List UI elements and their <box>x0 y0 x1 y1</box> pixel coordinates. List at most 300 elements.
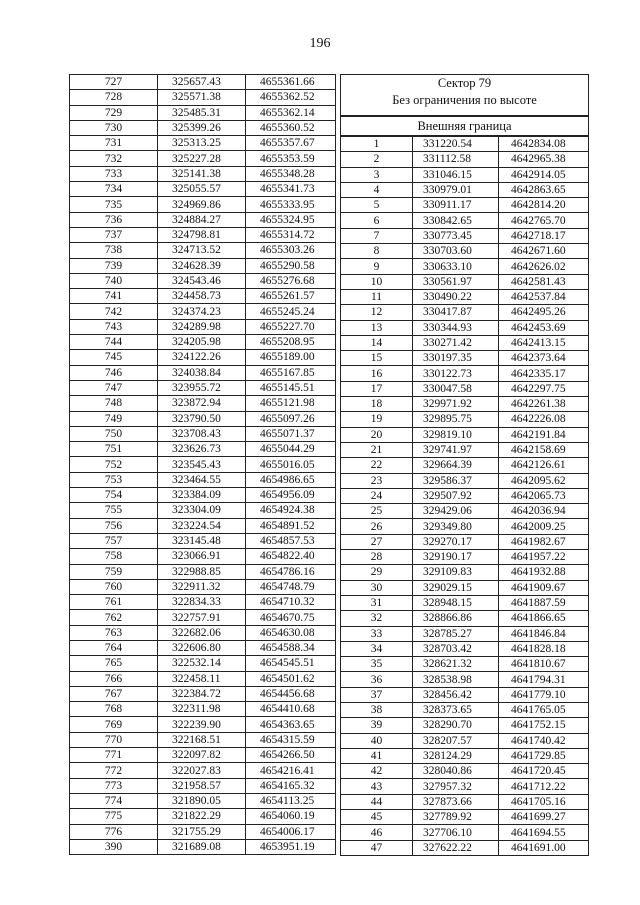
point-number: 753 <box>70 472 158 487</box>
y-coordinate: 4655290.58 <box>246 258 336 273</box>
y-coordinate: 4642765.70 <box>499 213 589 228</box>
table-row <box>70 472 336 487</box>
table-row <box>341 259 589 274</box>
y-coordinate: 4641705.16 <box>499 794 589 809</box>
table-row <box>341 779 589 794</box>
table-row <box>70 243 336 258</box>
y-coordinate: 4642009.25 <box>499 519 589 534</box>
point-number: 30 <box>341 580 413 595</box>
y-coordinate: 4642297.75 <box>499 381 589 396</box>
x-coordinate: 324038.84 <box>158 365 246 380</box>
x-coordinate: 328621.32 <box>413 657 499 672</box>
table-row <box>341 672 589 687</box>
y-coordinate: 4641729.85 <box>499 748 589 763</box>
y-coordinate: 4641712.22 <box>499 779 589 794</box>
point-number: 29 <box>341 565 413 580</box>
y-coordinate: 4641887.59 <box>499 595 589 610</box>
y-coordinate: 4655314.72 <box>246 227 336 242</box>
point-number: 750 <box>70 426 158 441</box>
x-coordinate: 330122.73 <box>413 366 499 381</box>
sector-subtitle: Без ограничения по высоте <box>392 93 537 107</box>
x-coordinate: 323224.54 <box>158 518 246 533</box>
y-coordinate: 4642158.69 <box>499 442 589 457</box>
point-number: 760 <box>70 579 158 594</box>
x-coordinate: 327873.66 <box>413 794 499 809</box>
x-coordinate: 324122.26 <box>158 350 246 365</box>
y-coordinate: 4641691.00 <box>499 840 589 855</box>
point-number: 749 <box>70 411 158 426</box>
y-coordinate: 4654113.25 <box>246 793 336 808</box>
x-coordinate: 329349.80 <box>413 519 499 534</box>
point-number: 43 <box>341 779 413 794</box>
table-row <box>70 182 336 197</box>
point-number: 5 <box>341 198 413 213</box>
point-number: 759 <box>70 564 158 579</box>
point-number: 32 <box>341 611 413 626</box>
table-row <box>341 565 589 580</box>
x-coordinate: 323626.73 <box>158 442 246 457</box>
y-coordinate: 4655189.00 <box>246 350 336 365</box>
y-coordinate: 4653951.19 <box>246 839 336 854</box>
x-coordinate: 329895.75 <box>413 412 499 427</box>
table-row <box>70 579 336 594</box>
sector-header-row <box>341 75 589 117</box>
x-coordinate: 327789.92 <box>413 810 499 825</box>
table-row <box>70 625 336 640</box>
point-number: 769 <box>70 717 158 732</box>
y-coordinate: 4654924.38 <box>246 503 336 518</box>
coordinates-table-right <box>340 74 589 856</box>
table-row <box>341 764 589 779</box>
point-number: 771 <box>70 748 158 763</box>
x-coordinate: 322911.32 <box>158 579 246 594</box>
point-number: 730 <box>70 120 158 135</box>
table-row <box>70 319 336 334</box>
table-row <box>70 136 336 151</box>
point-number: 762 <box>70 610 158 625</box>
sector-title: Сектор 79 <box>437 76 492 90</box>
table-row <box>70 595 336 610</box>
y-coordinate: 4654748.79 <box>246 579 336 594</box>
y-coordinate: 4655360.52 <box>246 120 336 135</box>
y-coordinate: 4655167.85 <box>246 365 336 380</box>
x-coordinate: 322834.33 <box>158 595 246 610</box>
point-number: 10 <box>341 274 413 289</box>
point-number: 38 <box>341 702 413 717</box>
y-coordinate: 4655276.68 <box>246 273 336 288</box>
x-coordinate: 330561.97 <box>413 274 499 289</box>
x-coordinate: 325141.38 <box>158 166 246 181</box>
x-coordinate: 321958.57 <box>158 778 246 793</box>
y-coordinate: 4642226.08 <box>499 412 589 427</box>
x-coordinate: 323955.72 <box>158 380 246 395</box>
table-row <box>70 365 336 380</box>
y-coordinate: 4654545.51 <box>246 656 336 671</box>
x-coordinate: 328040.86 <box>413 764 499 779</box>
x-coordinate: 321689.08 <box>158 839 246 854</box>
table-row <box>70 717 336 732</box>
table-row <box>341 366 589 381</box>
table-row <box>341 351 589 366</box>
x-coordinate: 329819.10 <box>413 427 499 442</box>
table-row <box>341 335 589 350</box>
table-row <box>341 718 589 733</box>
table-row <box>341 748 589 763</box>
point-number: 738 <box>70 243 158 258</box>
point-number: 16 <box>341 366 413 381</box>
point-number: 732 <box>70 151 158 166</box>
y-coordinate: 4654060.19 <box>246 809 336 824</box>
y-coordinate: 4642495.26 <box>499 305 589 320</box>
y-coordinate: 4641828.18 <box>499 641 589 656</box>
point-number: 735 <box>70 197 158 212</box>
x-coordinate: 329190.17 <box>413 550 499 565</box>
y-coordinate: 4641752.15 <box>499 718 589 733</box>
y-coordinate: 4655362.52 <box>246 90 336 105</box>
y-coordinate: 4655071.37 <box>246 426 336 441</box>
table-row <box>70 686 336 701</box>
table-row <box>341 305 589 320</box>
table-row <box>341 167 589 182</box>
table-row <box>70 105 336 120</box>
y-coordinate: 4642537.84 <box>499 289 589 304</box>
x-coordinate: 325055.57 <box>158 182 246 197</box>
y-coordinate: 4641765.05 <box>499 702 589 717</box>
x-coordinate: 325571.38 <box>158 90 246 105</box>
y-coordinate: 4654363.65 <box>246 717 336 732</box>
point-number: 767 <box>70 686 158 701</box>
x-coordinate: 323464.55 <box>158 472 246 487</box>
y-coordinate: 4655121.98 <box>246 396 336 411</box>
point-number: 774 <box>70 793 158 808</box>
y-coordinate: 4655261.57 <box>246 289 336 304</box>
x-coordinate: 324884.27 <box>158 212 246 227</box>
table-row <box>70 533 336 548</box>
table-row <box>341 274 589 289</box>
x-coordinate: 329507.92 <box>413 488 499 503</box>
y-coordinate: 4655353.59 <box>246 151 336 166</box>
table-row <box>70 227 336 242</box>
table-row <box>341 504 589 519</box>
x-coordinate: 324458.73 <box>158 289 246 304</box>
y-coordinate: 4654216.41 <box>246 763 336 778</box>
table-row <box>70 426 336 441</box>
table-row <box>70 75 336 90</box>
y-coordinate: 4641957.22 <box>499 550 589 565</box>
table-row <box>70 564 336 579</box>
x-coordinate: 330344.93 <box>413 320 499 335</box>
table-row <box>341 136 589 152</box>
y-coordinate: 4642863.65 <box>499 182 589 197</box>
y-coordinate: 4654956.09 <box>246 488 336 503</box>
table-row <box>70 120 336 135</box>
point-number: 765 <box>70 656 158 671</box>
table-row <box>341 182 589 197</box>
table-row <box>70 702 336 717</box>
y-coordinate: 4654266.50 <box>246 748 336 763</box>
point-number: 4 <box>341 182 413 197</box>
x-coordinate: 329270.17 <box>413 534 499 549</box>
point-number: 757 <box>70 533 158 548</box>
x-coordinate: 331112.58 <box>413 152 499 167</box>
x-coordinate: 327622.22 <box>413 840 499 855</box>
x-coordinate: 328538.98 <box>413 672 499 687</box>
point-number: 747 <box>70 380 158 395</box>
point-number: 9 <box>341 259 413 274</box>
point-number: 6 <box>341 213 413 228</box>
table-row <box>341 687 589 702</box>
point-number: 390 <box>70 839 158 854</box>
table-row <box>341 289 589 304</box>
table-row <box>70 518 336 533</box>
point-number: 42 <box>341 764 413 779</box>
point-number: 31 <box>341 595 413 610</box>
table-row <box>341 427 589 442</box>
table-row <box>70 839 336 854</box>
table-row <box>70 671 336 686</box>
x-coordinate: 324205.98 <box>158 335 246 350</box>
table-row <box>341 473 589 488</box>
x-coordinate: 329971.92 <box>413 397 499 412</box>
y-coordinate: 4642126.61 <box>499 458 589 473</box>
x-coordinate: 328290.70 <box>413 718 499 733</box>
y-coordinate: 4655145.51 <box>246 380 336 395</box>
point-number: 39 <box>341 718 413 733</box>
point-number: 36 <box>341 672 413 687</box>
table-row <box>70 273 336 288</box>
y-coordinate: 4642065.73 <box>499 488 589 503</box>
y-coordinate: 4642453.69 <box>499 320 589 335</box>
x-coordinate: 324543.46 <box>158 273 246 288</box>
point-number: 1 <box>341 136 413 152</box>
x-coordinate: 327706.10 <box>413 825 499 840</box>
x-coordinate: 331046.15 <box>413 167 499 182</box>
table-row <box>70 90 336 105</box>
y-coordinate: 4642095.62 <box>499 473 589 488</box>
point-number: 34 <box>341 641 413 656</box>
x-coordinate: 323066.91 <box>158 549 246 564</box>
point-number: 751 <box>70 442 158 457</box>
y-coordinate: 4655245.24 <box>246 304 336 319</box>
point-number: 743 <box>70 319 158 334</box>
table-row <box>341 244 589 259</box>
point-number: 756 <box>70 518 158 533</box>
table-row <box>341 550 589 565</box>
point-number: 21 <box>341 442 413 457</box>
y-coordinate: 4654315.59 <box>246 732 336 747</box>
y-coordinate: 4655303.26 <box>246 243 336 258</box>
y-coordinate: 4642718.17 <box>499 228 589 243</box>
x-coordinate: 322168.51 <box>158 732 246 747</box>
y-coordinate: 4642834.08 <box>499 136 589 152</box>
table-row <box>341 442 589 457</box>
y-coordinate: 4642335.17 <box>499 366 589 381</box>
point-number: 15 <box>341 351 413 366</box>
point-number: 745 <box>70 350 158 365</box>
x-coordinate: 322458.11 <box>158 671 246 686</box>
table-row <box>341 595 589 610</box>
y-coordinate: 4642036.94 <box>499 504 589 519</box>
y-coordinate: 4654670.75 <box>246 610 336 625</box>
point-number: 35 <box>341 657 413 672</box>
y-coordinate: 4654456.68 <box>246 686 336 701</box>
x-coordinate: 330271.42 <box>413 335 499 350</box>
point-number: 734 <box>70 182 158 197</box>
table-row <box>341 825 589 840</box>
y-coordinate: 4655361.66 <box>246 75 336 90</box>
y-coordinate: 4641909.67 <box>499 580 589 595</box>
table-row <box>70 763 336 778</box>
y-coordinate: 4654410.68 <box>246 702 336 717</box>
x-coordinate: 323545.43 <box>158 457 246 472</box>
y-coordinate: 4655341.73 <box>246 182 336 197</box>
x-coordinate: 329109.83 <box>413 565 499 580</box>
x-coordinate: 329586.37 <box>413 473 499 488</box>
x-coordinate: 328373.65 <box>413 702 499 717</box>
y-coordinate: 4641694.55 <box>499 825 589 840</box>
point-number: 28 <box>341 550 413 565</box>
x-coordinate: 323145.48 <box>158 533 246 548</box>
y-coordinate: 4642373.64 <box>499 351 589 366</box>
table-row <box>70 503 336 518</box>
table-row <box>70 166 336 181</box>
table-row <box>341 794 589 809</box>
table-row <box>70 549 336 564</box>
y-coordinate: 4654891.52 <box>246 518 336 533</box>
y-coordinate: 4655324.95 <box>246 212 336 227</box>
y-coordinate: 4655097.26 <box>246 411 336 426</box>
table-row <box>341 458 589 473</box>
point-number: 26 <box>341 519 413 534</box>
table-row <box>341 397 589 412</box>
point-number: 742 <box>70 304 158 319</box>
x-coordinate: 327957.32 <box>413 779 499 794</box>
point-number: 755 <box>70 503 158 518</box>
table-row <box>341 519 589 534</box>
x-coordinate: 330633.10 <box>413 259 499 274</box>
point-number: 740 <box>70 273 158 288</box>
x-coordinate: 330773.45 <box>413 228 499 243</box>
x-coordinate: 328948.15 <box>413 595 499 610</box>
x-coordinate: 330490.22 <box>413 289 499 304</box>
x-coordinate: 322311.98 <box>158 702 246 717</box>
boundary-header: Внешняя граница <box>341 116 589 136</box>
point-number: 25 <box>341 504 413 519</box>
page-number: 196 <box>309 36 331 51</box>
x-coordinate: 331220.54 <box>413 136 499 152</box>
point-number: 13 <box>341 320 413 335</box>
y-coordinate: 4655357.67 <box>246 136 336 151</box>
coordinates-table-left-body <box>70 75 336 855</box>
table-row <box>70 488 336 503</box>
point-number: 47 <box>341 840 413 855</box>
point-number: 737 <box>70 227 158 242</box>
x-coordinate: 323708.43 <box>158 426 246 441</box>
table-row <box>70 197 336 212</box>
table-row <box>341 488 589 503</box>
table-row <box>341 320 589 335</box>
y-coordinate: 4642814.20 <box>499 198 589 213</box>
point-number: 736 <box>70 212 158 227</box>
y-coordinate: 4641932.88 <box>499 565 589 580</box>
table-row <box>70 350 336 365</box>
boundary-header-row <box>341 116 589 136</box>
y-coordinate: 4642671.60 <box>499 244 589 259</box>
x-coordinate: 330842.65 <box>413 213 499 228</box>
table-row <box>70 732 336 747</box>
y-coordinate: 4654588.34 <box>246 640 336 655</box>
y-coordinate: 4642965.38 <box>499 152 589 167</box>
y-coordinate: 4641810.67 <box>499 657 589 672</box>
x-coordinate: 322757.91 <box>158 610 246 625</box>
y-coordinate: 4641846.84 <box>499 626 589 641</box>
y-coordinate: 4655333.95 <box>246 197 336 212</box>
y-coordinate: 4642413.15 <box>499 335 589 350</box>
y-coordinate: 4641720.45 <box>499 764 589 779</box>
x-coordinate: 321755.29 <box>158 824 246 839</box>
point-number: 46 <box>341 825 413 840</box>
x-coordinate: 324969.86 <box>158 197 246 212</box>
point-number: 2 <box>341 152 413 167</box>
table-row <box>341 702 589 717</box>
point-number: 772 <box>70 763 158 778</box>
x-coordinate: 329741.97 <box>413 442 499 457</box>
table-row <box>70 640 336 655</box>
table-row <box>341 228 589 243</box>
point-number: 18 <box>341 397 413 412</box>
y-coordinate: 4654501.62 <box>246 671 336 686</box>
table-row <box>341 381 589 396</box>
x-coordinate: 325399.26 <box>158 120 246 135</box>
point-number: 764 <box>70 640 158 655</box>
x-coordinate: 325313.25 <box>158 136 246 151</box>
x-coordinate: 322606.80 <box>158 640 246 655</box>
y-coordinate: 4642581.43 <box>499 274 589 289</box>
x-coordinate: 325485.31 <box>158 105 246 120</box>
x-coordinate: 330703.60 <box>413 244 499 259</box>
sector-header <box>341 75 589 117</box>
table-row <box>70 778 336 793</box>
point-number: 14 <box>341 335 413 350</box>
point-number: 19 <box>341 412 413 427</box>
x-coordinate: 322027.83 <box>158 763 246 778</box>
point-number: 27 <box>341 534 413 549</box>
y-coordinate: 4654165.32 <box>246 778 336 793</box>
table-row <box>341 733 589 748</box>
x-coordinate: 323872.94 <box>158 396 246 411</box>
x-coordinate: 325227.28 <box>158 151 246 166</box>
x-coordinate: 330979.01 <box>413 182 499 197</box>
y-coordinate: 4641779.10 <box>499 687 589 702</box>
point-number: 776 <box>70 824 158 839</box>
table-row <box>70 396 336 411</box>
x-coordinate: 329029.15 <box>413 580 499 595</box>
x-coordinate: 324374.23 <box>158 304 246 319</box>
x-coordinate: 328207.57 <box>413 733 499 748</box>
table-row <box>70 304 336 319</box>
coordinates-table-right-body <box>341 75 589 856</box>
x-coordinate: 322532.14 <box>158 656 246 671</box>
x-coordinate: 328785.27 <box>413 626 499 641</box>
point-number: 11 <box>341 289 413 304</box>
table-row <box>341 198 589 213</box>
x-coordinate: 328703.42 <box>413 641 499 656</box>
point-number: 728 <box>70 90 158 105</box>
coordinates-table-left <box>69 74 336 855</box>
point-number: 763 <box>70 625 158 640</box>
point-number: 22 <box>341 458 413 473</box>
table-row <box>70 289 336 304</box>
